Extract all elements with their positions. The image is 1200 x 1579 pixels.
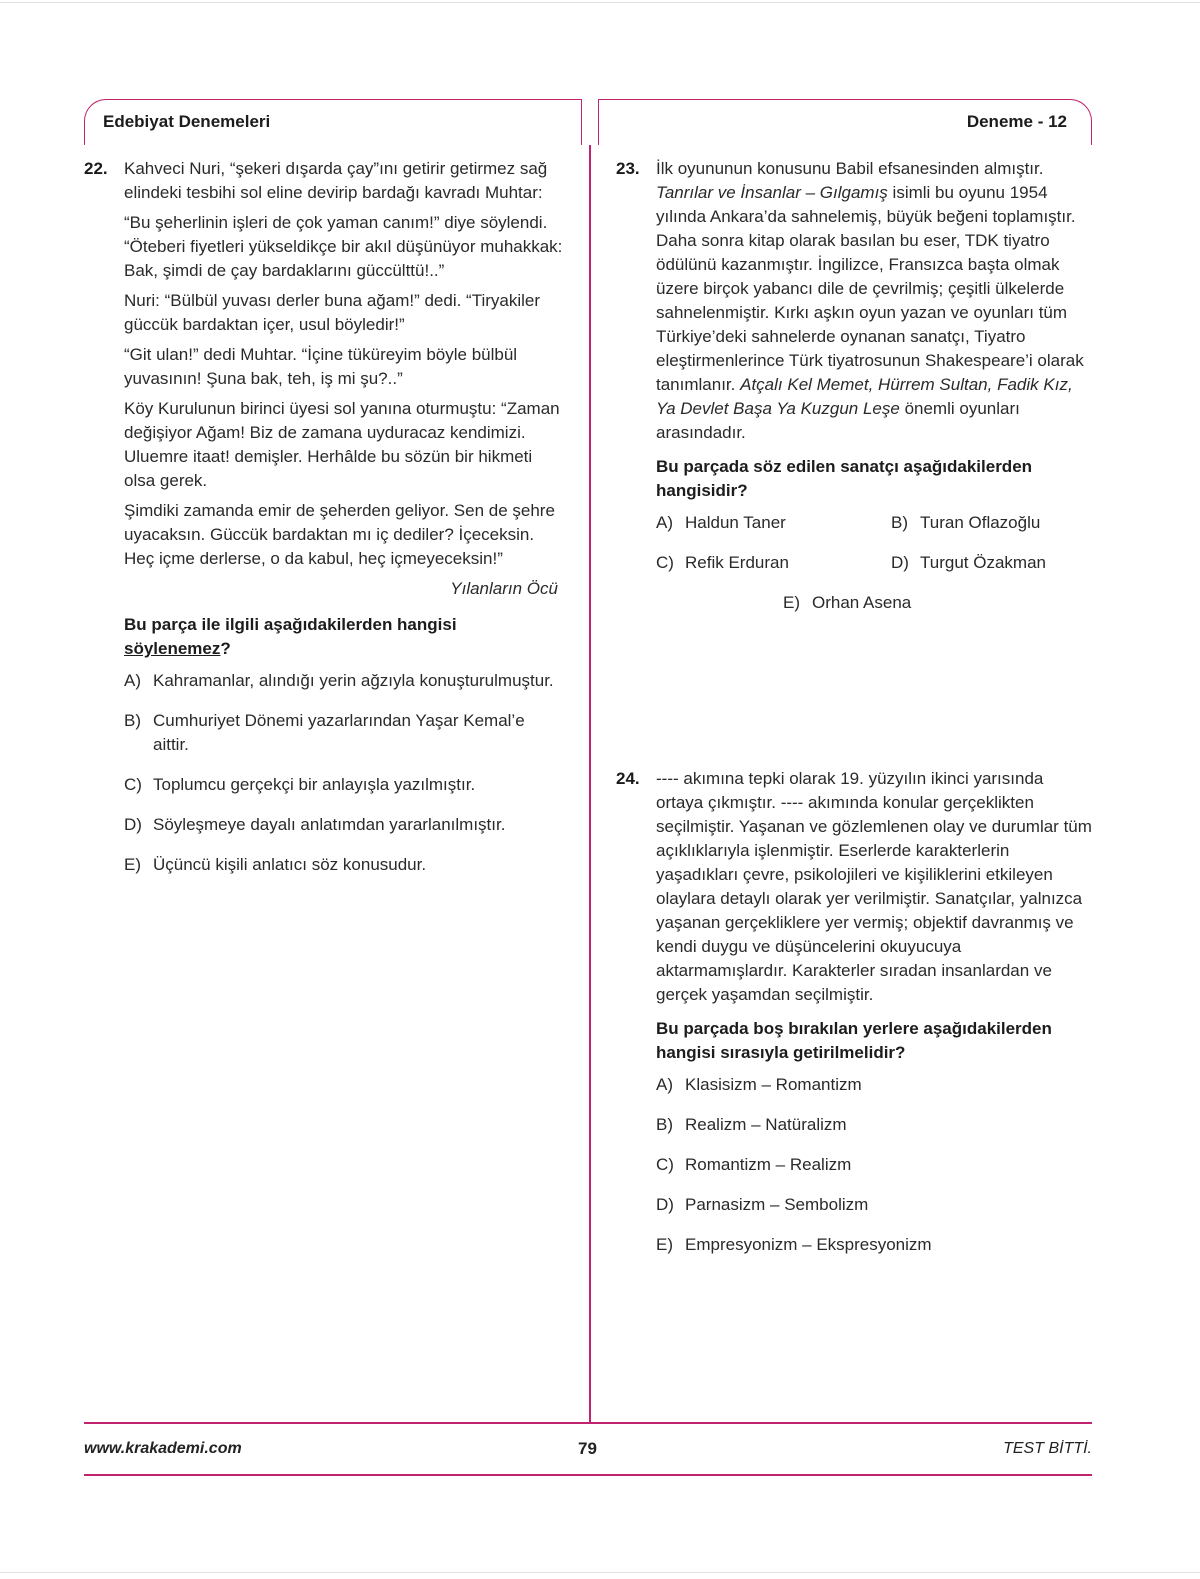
option-text: Realizm – Natüralizm	[685, 1115, 847, 1134]
passage-text: İlk oyununun konusunu Babil efsanesinden almıştır.	[656, 159, 1044, 178]
option-a[interactable]	[124, 669, 564, 693]
option-text: Cumhuriyet Dönemi yazarlarından Yaşar Kemal’e aittir.	[153, 711, 525, 754]
test-end-label: TEST BİTTİ.	[1003, 1440, 1092, 1457]
option-text: Kahramanlar, alındığı yerin ağzıyla konuşturulmuştur.	[153, 671, 554, 690]
header-left-box	[84, 99, 582, 145]
column-divider	[589, 145, 591, 1422]
answer-options	[656, 1073, 1094, 1257]
stem-prefix: Bu parça ile ilgili aşağıdakilerden hangisi	[124, 615, 457, 634]
passage-paragraph	[656, 157, 1094, 445]
footer-top-rule	[84, 1422, 1092, 1424]
option-letter: B)	[891, 513, 908, 532]
passage-text: önemli oyunları arasındadır.	[656, 399, 1020, 442]
passage-paragraph: Kahveci Nuri, “şekeri dışarda çay”ını getirir getirmez sağ elindeki tesbihi sol eline devirip bardağı kavradı Muhtar:	[124, 159, 548, 202]
option-text: Refik Erduran	[685, 553, 789, 572]
option-letter: A)	[124, 671, 141, 690]
option-letter: C)	[656, 1155, 674, 1174]
option-letter: D)	[891, 553, 909, 572]
option-letter: C)	[124, 775, 142, 794]
stem-underlined: söylenemez	[124, 639, 221, 658]
page-top-edge	[0, 2, 1200, 3]
option-letter: C)	[656, 553, 674, 572]
option-b[interactable]	[656, 1113, 1094, 1137]
option-text: Haldun Taner	[685, 513, 786, 532]
option-text: Empresyonizm – Ekspresyonizm	[685, 1235, 932, 1254]
stem-suffix: ?	[220, 639, 231, 658]
option-a[interactable]	[656, 1073, 1094, 1097]
option-a[interactable]	[656, 511, 786, 535]
question-number: 22.	[84, 159, 108, 178]
passage-paragraph: ---- akımına tepki olarak 19. yüzyılın ikinci yarısında ortaya çıkmıştır. ---- akımında konular gerçeklikten seçilmiştir. Yaşanan ve gözlemlenen olay ve durumlar tüm açıklıklarıyla işlenmiştir. Eserlerde karakterlerin yaşadıkları çevre, psikolojileri ve kişiliklerini etkileyen olaylara detaylı olarak yer verilmiştir. Sanatçılar, yalnızca yaşanan gerçekliklere yer vermiş; objektif davranmış ve kendi duygu ve düşüncelerini okuyucuya aktarmamışlardır. Karakterler sıradan insanlardan ve gerçek yaşamdan seçilmiştir.	[656, 769, 1092, 1004]
page-bottom-edge	[0, 1572, 1200, 1573]
question-body	[656, 767, 1094, 1273]
footer-website-link[interactable]: www.krakademi.com	[84, 1440, 242, 1457]
option-letter: E)	[656, 1235, 673, 1254]
passage-text: isimli bu oyunu 1954 yılında Ankara’da sahnelemiş, büyük beğeni toplamıştır. Daha sonra kitap olarak basılan bu eser, TDK tiyatro ödülünü kazanmıştır. İngilizce, Fransızca başta olmak üzere birçok yabancı dile de çevrilmiş; çeşitli ülkelerde sahnelenmiştir. Kırkı aşkın oyun yazan ve oyunları tüm Türkiye’deki sahnelerde oynanan sanatçı, Tiyatro eleştirmenlerince Türk tiyatrosunun Shakespeare’i olarak tanımlanır.	[656, 183, 1084, 394]
option-text: Turan Oflazoğlu	[920, 513, 1041, 532]
work-title: Tanrılar ve İnsanlar – Gılgamış	[656, 183, 888, 202]
option-letter: A)	[656, 1075, 673, 1094]
option-e[interactable]	[656, 1233, 1094, 1257]
passage-paragraph: Köy Kurulunun birinci üyesi sol yanına oturmuştu: “Zaman değişiyor Ağam! Biz de zamana uyduracaz kendimizi. Uluemre itaat! demişler. Herhâlde bu sözün bir hikmeti olsa gerek.	[124, 399, 560, 490]
answer-options	[124, 669, 564, 877]
passage-paragraph: “Git ulan!” dedi Muhtar. “İçine tüküreyim böyle bülbül yuvasının! Şuna bak, teh, iş mi şu?..”	[124, 345, 518, 388]
option-letter: B)	[124, 711, 141, 730]
passage-paragraph: Nuri: “Bülbül yuvası derler buna ağam!” dedi. “Tiryakiler güccük bardaktan içer, usul böyledir!”	[124, 291, 541, 334]
option-b[interactable]	[891, 511, 1040, 535]
option-letter: D)	[656, 1195, 674, 1214]
option-e[interactable]	[783, 591, 911, 615]
answer-options	[656, 511, 1094, 627]
option-letter: E)	[783, 593, 800, 612]
passage-paragraph: Şimdiki zamanda emir de şeherden geliyor. Sen de şehre uyacaksın. Güccük bardaktan mı iç dediler? İçeceksin. Heç içme derlerse, o da kabul, heç içmeyeceksin!”	[124, 501, 555, 568]
question-number: 24.	[616, 769, 640, 788]
option-text: Orhan Asena	[812, 593, 912, 612]
option-c[interactable]	[656, 551, 789, 575]
option-letter: B)	[656, 1115, 673, 1134]
question-stem	[124, 613, 564, 661]
option-e[interactable]	[124, 853, 564, 877]
option-text: Parnasizm – Sembolizm	[685, 1195, 869, 1214]
option-d[interactable]	[891, 551, 1046, 575]
question-stem: Bu parçada boş bırakılan yerlere aşağıdakilerden hangisi sırasıyla getirilmelidir?	[656, 1019, 1052, 1062]
option-d[interactable]	[656, 1193, 1094, 1217]
question-body	[656, 157, 1094, 627]
page-number: 79	[578, 1439, 597, 1458]
option-text: Söyleşmeye dayalı anlatımdan yararlanılmıştır.	[153, 815, 506, 834]
option-text: Romantizm – Realizm	[685, 1155, 852, 1174]
passage-paragraph: “Bu şeherlinin işleri de çok yaman canım!” diye söylendi. “Öteberi fiyetleri yükseldikçe bir akıl düşünüyor muhakkak: Bak, şimdi de çay bardaklarını güccülttü!..”	[124, 213, 563, 280]
header-right-title: Deneme - 12	[966, 112, 1067, 131]
option-text: Toplumcu gerçekçi bir anlayışla yazılmıştır.	[153, 775, 476, 794]
works-list: Atçalı Kel Memet, Hürrem Sultan, Fadik Kız, Ya Devlet Başa Ya Kuzgun Leşe	[656, 375, 1073, 418]
question-number: 23.	[616, 159, 640, 178]
option-letter: E)	[124, 855, 141, 874]
option-text: Üçüncü kişili anlatıcı söz konusudur.	[153, 855, 427, 874]
header-right-box	[598, 99, 1092, 145]
option-letter: A)	[656, 513, 673, 532]
option-d[interactable]	[124, 813, 564, 837]
option-c[interactable]	[124, 773, 564, 797]
passage-source: Yılanların Öcü	[450, 579, 558, 598]
question-stem: Bu parçada söz edilen sanatçı aşağıdakilerden hangisidir?	[656, 457, 1033, 500]
option-text: Turgut Özakman	[920, 553, 1046, 572]
question-body	[124, 157, 564, 893]
option-b[interactable]	[124, 709, 564, 757]
footer-bottom-rule	[84, 1474, 1092, 1476]
option-letter: D)	[124, 815, 142, 834]
option-text: Klasisizm – Romantizm	[685, 1075, 862, 1094]
option-c[interactable]	[656, 1153, 1094, 1177]
header-left-title: Edebiyat Denemeleri	[103, 112, 271, 131]
